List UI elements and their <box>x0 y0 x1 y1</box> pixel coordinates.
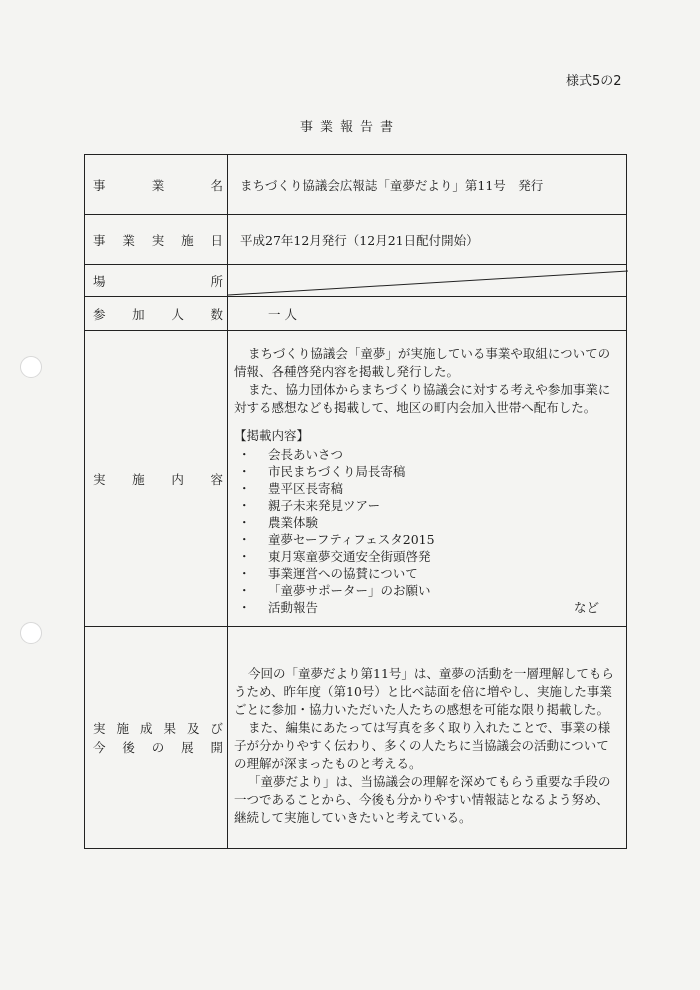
bullet-icon: ・ <box>238 447 251 462</box>
label-participants-char: 人 <box>171 306 184 322</box>
document-title: 事業報告書 <box>299 120 400 135</box>
label-project-name-char: 名 <box>210 177 223 193</box>
label-outcome-line2-char: 開 <box>210 739 223 755</box>
label-outcome-line1-char: び <box>210 720 223 736</box>
content-item-list <box>234 446 616 616</box>
label-participants-char: 参 <box>93 306 106 322</box>
outcome-paragraph-3: 「童夢だより」は、当協議会の理解を深めてもらう重要な手段の一つであることから、今後も分かりやすい情報誌となるよう努め、継続して実施していきたいと考えている。 <box>234 774 611 825</box>
label-outcome <box>85 627 228 849</box>
list-item <box>234 548 616 565</box>
row-participants <box>85 297 627 331</box>
list-item <box>234 582 616 599</box>
label-place-char: 場 <box>93 273 106 289</box>
row-project-name <box>85 155 627 215</box>
label-content-char: 実 <box>93 471 106 487</box>
label-outcome-line2-char: 展 <box>181 739 194 755</box>
list-item-text: 会長あいさつ <box>268 447 344 462</box>
label-participants-char: 加 <box>132 306 145 322</box>
bullet-icon: ・ <box>238 515 251 530</box>
label-participants-char: 数 <box>210 306 223 322</box>
list-item-text: 事業運営への協賛について <box>268 566 418 581</box>
label-place-char: 所 <box>210 273 223 289</box>
punch-hole-top <box>20 356 42 378</box>
value-place <box>228 265 627 297</box>
list-item <box>234 599 616 616</box>
outcome-paragraph-1: 今回の「童夢だより第11号」は、童夢の活動を一層理解してもらうため、昨年度（第10号）と比べ誌面を倍に増やし、実施した事業ごとに参加・協力いただいた人たちの感想を可能な限り掲載した。 <box>234 666 614 717</box>
list-item <box>234 463 616 480</box>
list-item-text: 東月寒童夢交通安全街頭啓発 <box>268 549 431 564</box>
row-date <box>85 215 627 265</box>
list-item <box>234 497 616 514</box>
bullet-icon: ・ <box>238 600 251 615</box>
list-item <box>234 514 616 531</box>
row-place <box>85 265 627 297</box>
label-project-name-char: 業 <box>151 177 165 193</box>
form-number: 様式5の2 <box>566 74 622 89</box>
label-date-char: 日 <box>210 232 223 248</box>
report-table <box>84 154 627 849</box>
value-content <box>228 331 627 627</box>
punch-hole-bottom <box>20 622 42 644</box>
list-item <box>234 480 616 497</box>
list-item-text: 豊平区長寄稿 <box>268 481 344 496</box>
label-date-char: 事 <box>93 232 106 248</box>
row-content <box>85 331 627 627</box>
row-outcome <box>85 627 627 849</box>
label-date-char: 業 <box>122 232 135 248</box>
label-participants <box>85 297 228 331</box>
list-item <box>234 565 616 582</box>
list-item-text: 親子未来発見ツアー <box>268 498 381 513</box>
label-project-name <box>85 155 228 215</box>
value-participants: 一人 <box>228 297 627 331</box>
list-item <box>234 446 616 463</box>
value-project-name: まちづくり協議会広報誌「童夢だより」第11号 発行 <box>228 155 627 215</box>
list-item-text: 市民まちづくり局長寄稿 <box>268 464 406 479</box>
label-outcome-line1-char: 実 <box>93 720 106 736</box>
list-item-text: 童夢セーフティフェスタ2015 <box>268 532 435 547</box>
content-paragraph-1: まちづくり協議会「童夢」が実施している事業や取組についての情報、各種啓発内容を掲載し発行した。 <box>234 346 611 379</box>
list-item-text: 農業体験 <box>268 515 319 530</box>
label-outcome-line2-char: 後 <box>122 739 135 755</box>
label-outcome-line1-char: 果 <box>163 720 176 736</box>
bullet-icon: ・ <box>238 549 251 564</box>
list-heading: 【掲載内容】 <box>234 428 310 443</box>
bullet-icon: ・ <box>238 566 251 581</box>
label-content <box>85 331 228 627</box>
list-item-text: 「童夢サポーター」のお願い <box>268 583 431 598</box>
list-item-text: 活動報告 <box>268 600 319 615</box>
label-outcome-line1-char: 成 <box>139 720 153 736</box>
bullet-icon: ・ <box>238 583 251 598</box>
label-content-char: 容 <box>210 471 223 487</box>
label-content-char: 施 <box>132 471 145 487</box>
label-date-char: 施 <box>181 232 194 248</box>
label-outcome-line1-char: 及 <box>186 720 200 736</box>
label-date-char: 実 <box>151 232 165 248</box>
list-item <box>234 531 616 548</box>
strike-line <box>228 265 628 297</box>
label-outcome-line2-char: 今 <box>93 739 106 755</box>
bullet-icon: ・ <box>238 464 251 479</box>
bullet-icon: ・ <box>238 498 251 513</box>
label-date <box>85 215 228 265</box>
bullet-icon: ・ <box>238 481 251 496</box>
label-project-name-char: 事 <box>93 177 106 193</box>
label-place <box>85 265 228 297</box>
outcome-paragraph-2: また、編集にあたっては写真を多く取り入れたことで、事業の様子が分かりやすく伝わり、多くの人たちに当協議会の活動についての理解が深まったものと考える。 <box>234 720 611 771</box>
value-date: 平成27年12月発行（12月21日配付開始） <box>228 215 627 265</box>
bullet-icon: ・ <box>238 532 251 547</box>
label-outcome-line2-char: の <box>151 739 165 755</box>
value-outcome <box>228 627 627 849</box>
content-paragraph-2: また、協力団体からまちづくり協議会に対する考えや参加事業に対する感想なども掲載して、地区の町内会加入世帯へ配布した。 <box>234 382 611 415</box>
label-content-char: 内 <box>171 471 184 487</box>
list-etc: など <box>574 600 600 615</box>
label-outcome-line1-char: 施 <box>116 720 129 736</box>
